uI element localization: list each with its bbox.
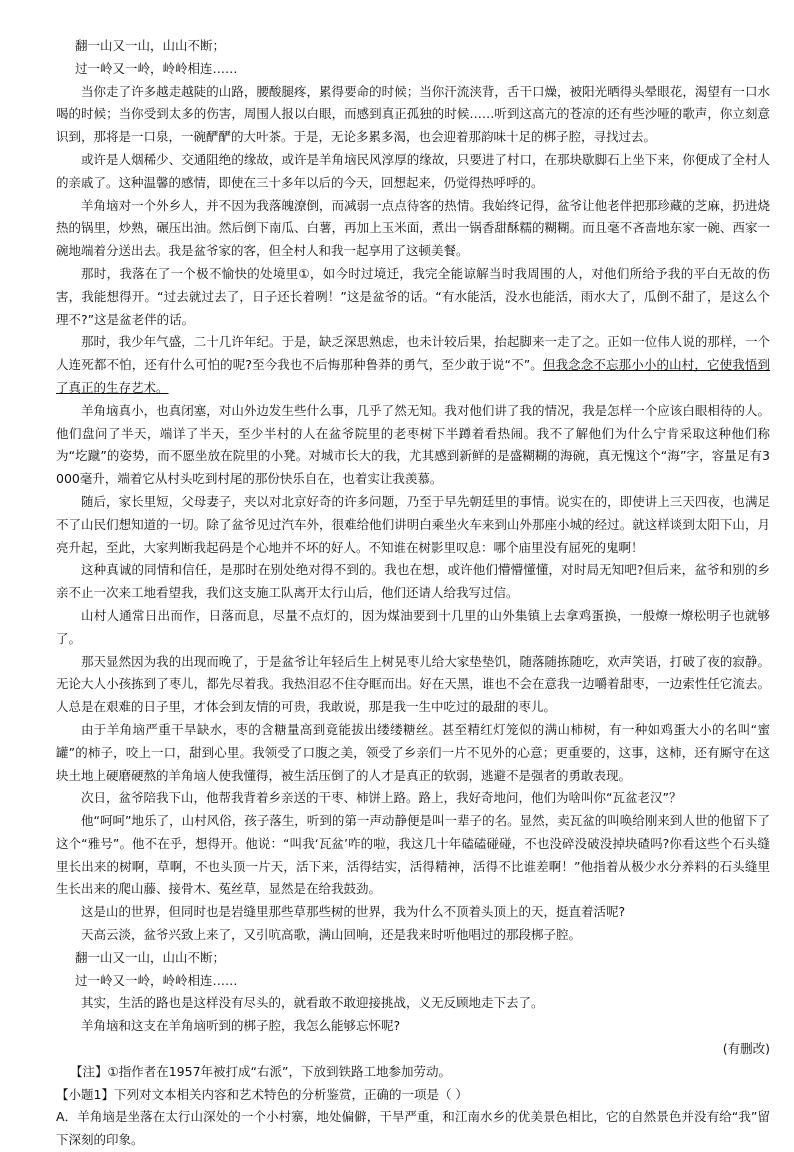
paragraph-hard-times: 那时，我落在了一个极不愉快的处境里①，如今时过境迁，我完全能谅解当时我周围的人，对他们所给予我的平白无故的伤害，我能想得开。“过去就过去了，日子还长着咧！”这是盆爷的话。“有水能活，没水也能活，雨水大了，瓜倒不甜了，是这么个理不?”这是盆老伴的话。 — [56, 265, 770, 327]
paragraph-youth — [56, 331, 770, 399]
poem-line-4: 过一岭又一岭，岭岭相连…… — [75, 972, 238, 988]
paragraph-closing: 羊角垴和这支在羊角垴听到的梆子腔，我怎么能够忘怀呢? — [81, 1018, 401, 1034]
paragraph-youth-text: 那时，我少年气盛，二十几许年纪。于是，缺乏深思熟虑，也未计较后果，抬起脚来一走了之。正如一位伟人说的那样，一个人连死都不怕，还有什么可怕的呢?至今我也不后悔那种鲁莽的勇气，至少敢于说“不”。 — [56, 334, 770, 373]
paragraph-world: 这是山的世界，但同时也是岩缝里那些草那些树的世界，我为什么不顶着头顶上的天，挺直着活呢? — [81, 904, 626, 920]
underlined-sentence: 但我念念不忘那小小的山村，它使我悟到了真正的生存艺术。 — [56, 357, 770, 395]
paragraph-persimmons: 由于羊角垴严重干旱缺水，枣的含糖量高到竟能拔出缕缕糖丝。甚至精红灯笼似的满山柿树，有一种如鸡蛋大小的名叫“蜜罐”的柿子，咬上一口，甜到心里。我领受了口腹之美，领受了乡亲们一片不见外的心意；更重要的，这事，这柿，还有厮守在这块土地上硬磨硬熬的羊角垴人使我懂得，被生活压倒了的人才是真正的软弱，逃避不是强者的勇敢表现。 — [56, 721, 770, 783]
question-1: 【小题1】下列对文本相关内容和艺术特色的分析鉴赏，正确的一项是（ ） — [56, 1086, 468, 1102]
poem-line-2: 过一岭又一岭，岭岭相连…… — [75, 60, 238, 76]
option-a: A．羊角垴是坐落在太行山深处的一个小村寨，地处偏僻，干旱严重，和江南水乡的优美景色相比，它的自然景色并没有给“我”留下深刻的印象。 — [56, 1109, 770, 1148]
paragraph-trust: 这种真诚的同情和信任，是那时在别处绝对得不到的。我也在想，或许他们懵懵懂懂，对时局无知吧?但后来，盆爷和别的乡亲不止一次来工地看望我，我们这支施工队离开太行山后，他们还请人给我写过信。 — [56, 562, 770, 601]
paragraph-nickname: 他“呵呵”地乐了，山村风俗，孩子落生，听到的第一声动静便是叫一辈子的名。显然，卖瓦盆的叫唤给刚来到人世的他留下了这个“雅号”。他不在乎，想得开。他说：“叫我‘瓦盆’咋的啦，我这几十年磕磕碰碰，不也没碎没破没掉块碴吗?你看这些个石头缝里长出来的树啊，草啊，不也头顶一片天，活下来，活得结实，活得精神，活得不比谁差啊！”他指着从极少水分养料的石头缝里生长出来的爬山藤、接骨木、菟丝草，显然是在给我鼓劲。 — [56, 813, 770, 897]
source-note: (有删改) — [722, 1041, 770, 1057]
paragraph-dates: 那天显然因为我的出现而晚了，于是盆爷让年轻后生上树晃枣儿给大家垫垫饥，随落随拣随吃，欢声笑语，打破了夜的寂静。无论大人小孩拣到了枣儿，都先尽着我。我热泪忍不住夺眶而出。好在天黑，谁也不会在意我一边嚼着甜枣，一边索性任它流去。人总是在艰难的日子里，才体会到友情的可贵，我敢说，那是我一生中吃过的最甜的枣儿。 — [56, 653, 770, 715]
footnote: 【注】①指作者在1957年被打成“右派”，下放到铁路工地参加劳动。 — [70, 1063, 451, 1079]
paragraph-next-day: 次日，盆爷陪我下山，他帮我背着乡亲送的干枣、柿饼上路。路上，我好奇地问，他们为啥叫你“瓦盆老汉”？ — [81, 790, 682, 806]
paragraph-sunrise: 山村人通常日出而作，日落而息，尽量不点灯的，因为煤油要到十几里的山外集镇上去拿鸡蛋换，一般燎一燎松明子也就够了。 — [56, 607, 770, 646]
poem-line-3: 翻一山又一山，山山不断； — [75, 949, 226, 965]
document-page — [56, 35, 770, 1152]
paragraph-life-road: 其实，生活的路也是这样没有尽头的，就看敢不敢迎接挑战，义无反顾地走下去了。 — [81, 995, 544, 1011]
paragraph-thirst: 当你走了许多越走越陡的山路，腰酸腿疼，累得要命的时候；当你汗流浃背，舌干口燥，被阳光晒得头晕眼花，渴望有一口水喝的时候；当你受到太多的伤害，周围人报以白眼，而感到真正孤独的时候……听到这高亢的苍凉的还有些沙哑的歌声，你立刻意识到，那将是一口泉，一碗酽酽的大叶茶。于是，无论多累多渴，也会迎着那韵味十足的梆子腔，寻找过去。 — [56, 83, 770, 145]
paragraph-village-kin: 或许是人烟稀少、交通阻绝的缘故，或许是羊角垴民风淳厚的缘故，只要进了村口，在那块歇脚石上坐下来，你便成了全村人的亲戚了。这种温馨的感情，即使在三十多年以后的今天，回想起来，仍觉得热呼呼的。 — [56, 151, 770, 190]
paragraph-chat: 随后，家长里短，父母妻子，夹以对北京好奇的许多问题，乃至于早先朝廷里的事情。说实在的，即使讲上三天四夜，也满足不了山民们想知道的一切。除了盆爷见过汽车外，很难给他们讲明白乘坐火车来到山外那座小城的经过。就这样谈到太阳下山，月亮升起，至此，大家判断我起码是个心地并不坏的好人。不知谁在树影里叹息：哪个庙里没有屈死的鬼啊！ — [56, 493, 770, 555]
paragraph-small-village: 羊角垴真小，也真闭塞，对山外边发生些什么事，几乎了然无知。我对他们讲了我的情况，我是怎样一个应该白眼相待的人。他们盘问了半天，端详了半天，至少半村的人在盆爷院里的老枣树下半蹲着看热闹。我不了解他们为什么宁肯采取这种他们称为“圪蹴”的姿势，而不愿坐放在院里的小凳。对城市长大的我，尤其感到新鲜的是盛糊糊的海碗，真无愧这个“海”字，容量足有3000毫升，端着它从村头吃到村尾的那份快乐自在，也着实让我羡慕。 — [56, 402, 770, 487]
paragraph-song: 天高云淡，盆爷兴致上来了，又引吭高歌，满山回响，还是我来时听他唱过的那段梆子腔。 — [81, 927, 582, 943]
paragraph-hospitality: 羊角垴对一个外乡人，并不因为我落魄潦倒，而减弱一点点待客的热情。我始终记得，盆爷让他老伴把那珍藏的芝麻，扔进烧热的锅里，炒熟，碾压出油。然后倒下南瓜、白薯，再加上玉米面，煮出一锅香甜酥糯的糊糊。而且毫不吝啬地东家一碗、西家一碗地端着分送出去。我是盆爷家的客，但全村人和我一起享用了这顿美餐。 — [56, 197, 770, 259]
poem-line-1: 翻一山又一山，山山不断； — [75, 38, 226, 53]
